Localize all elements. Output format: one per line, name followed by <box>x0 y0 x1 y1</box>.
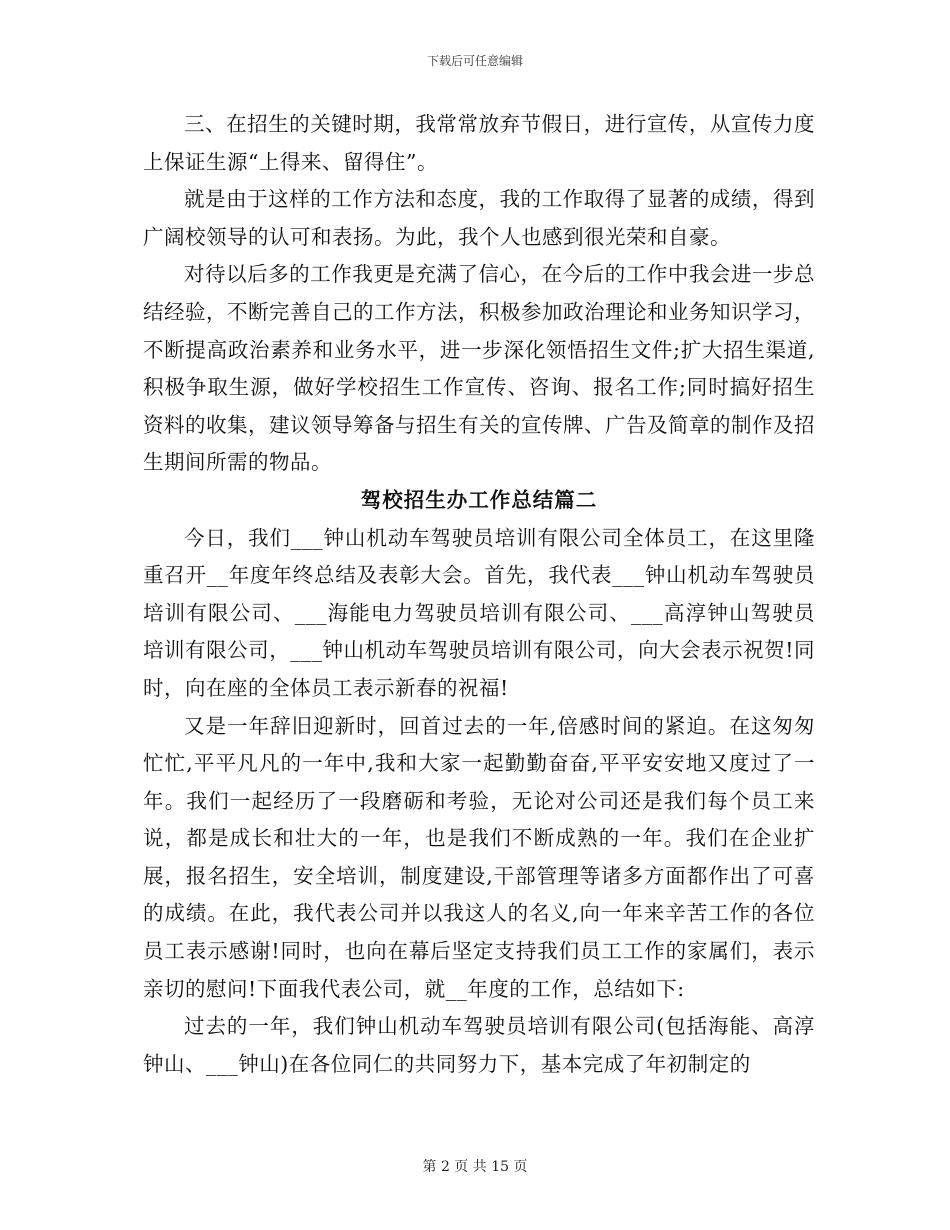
paragraph-4: 今日，我们___钟山机动车驾驶员培训有限公司全体员工，在这里隆重召开__年度年终总结及表彰大会。首先，我代表___钟山机动车驾驶员培训有限公司、___海能电力驾驶员培训有限公司、___高淳钟山驾驶员培训有限公司，___钟山机动车驾驶员培训有限公司，向大会表示祝贺!同时，向在座的全体员工表示新春的祝福! <box>143 525 815 700</box>
section-title: 驾校招生办工作总结篇二 <box>360 487 598 512</box>
page-number: 第 2 页 共 15 页 <box>422 1159 528 1175</box>
paragraph-1: 三、在招生的关键时期，我常常放弃节假日，进行宣传，从宣传力度上保证生源“上得来、留得住”。 <box>143 112 815 174</box>
paragraph-3: 对待以后多的工作我更是充满了信心，在今后的工作中我会进一步总结经验，不断完善自己的工作方法，积极参加政治理论和业务知识学习，不断提高政治素养和业务水平，进一步深化领悟招生文件;扩大招生渠道,积极争取生源，做好学校招生工作宣传、咨询、报名工作;同时搞好招生资料的收集，建议领导筹备与招生有关的宣传牌、广告及简章的制作及招生期间所需的物品。 <box>143 262 815 475</box>
page-header-note: 下载后可任意编辑 <box>426 54 523 68</box>
paragraph-5: 又是一年辞旧迎新时，回首过去的一年,倍感时间的紧迫。在这匆匆忙忙,平平凡凡的一年中,我和大家一起勤勤奋奋,平平安安地又度过了一年。我们一起经历了一段磨砺和考验，无论对公司还是我们每个员工来说，都是成长和壮大的一年，也是我们不断成熟的一年。我们在企业扩展，报名招生，安全培训，制度建设,干部管理等诸多方面都作出了可喜的成绩。在此，我代表公司并以我这人的名义,向一年来辛苦工作的各位员工表示感谢!同时，也向在幕后坚定支持我们员工工作的家属们，表示亲切的慰问!下面我代表公司，就__年度的工作，总结如下: <box>143 713 815 1001</box>
paragraph-2: 就是由于这样的工作方法和态度，我的工作取得了显著的成绩，得到广阔校领导的认可和表扬。为此，我个人也感到很光荣和自豪。 <box>143 187 815 249</box>
paragraph-6: 过去的一年，我们钟山机动车驾驶员培训有限公司(包括海能、高淳钟山、___钟山)在各位同仁的共同努力下，基本完成了年初制定的 <box>143 1014 815 1076</box>
document-body <box>143 106 815 1083</box>
